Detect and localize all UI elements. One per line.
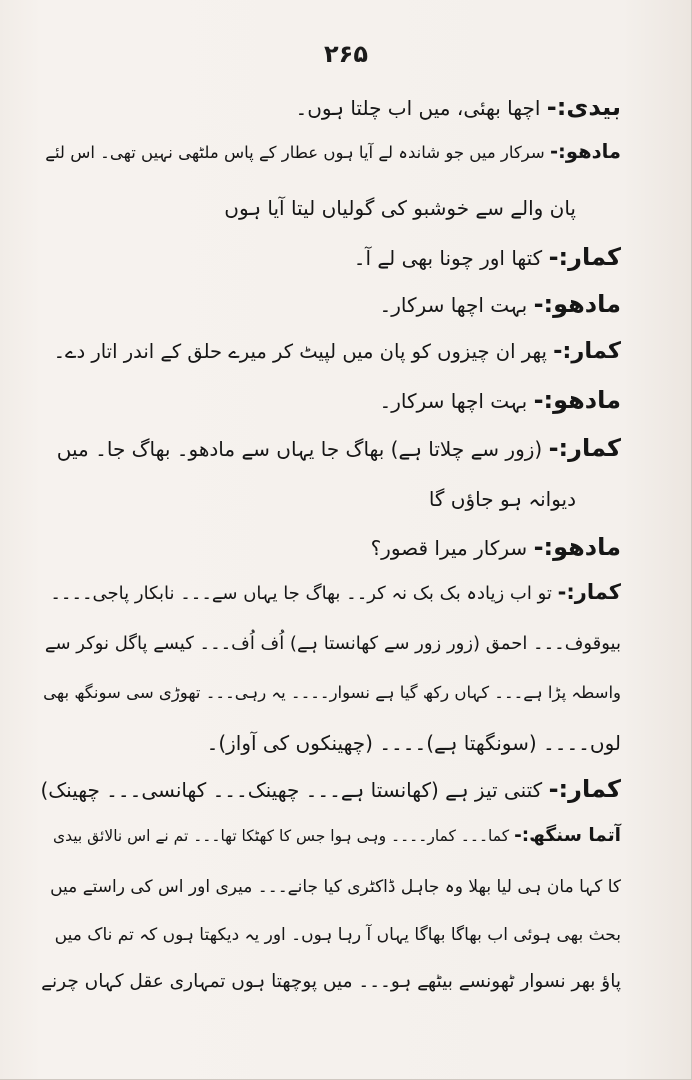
speaker-name: کمار:- [548,243,621,271]
line-text: سرکار میں جو شاندہ لے آیا ہوں عطار کے پاس ملٹھی نہیں تھی۔ اس لئے [45,143,545,162]
speaker-name: مادھو:- [533,533,621,561]
line-text: تو اب زیادہ بک بک نہ کر۔۔ بھاگ جا یہاں سے۔۔۔ نابکار پاجی۔۔۔۔ [50,583,552,604]
speaker-name: کمار:- [553,338,621,364]
text-line-15 [40,775,621,804]
line-text: بحث بھی ہوئی اب بھاگا بھاگا یہاں آ رہا ہوں۔ اور یہ دیکھتا ہوں کہ تم ناک میں [54,925,621,945]
text-line-8 [57,434,621,463]
line-text: کتھا اور چونا بھی لے آ۔ [353,246,543,270]
text-line-19 [41,968,621,994]
speaker-name: مادھو:- [533,290,621,318]
text-line-6 [54,338,621,365]
line-text: کما۔۔۔ کمار۔۔۔۔ وہی ہوا جس کا کھٹکا تھا۔۔۔ تم نے اس نالائق بیدی [52,827,510,845]
line-text: کتنی تیز ہے (کھانستا ہے۔۔۔ چھینک۔۔۔ کھانسی۔۔۔ چھینک) [40,778,543,802]
text-line-5 [380,290,621,319]
speaker-name: مادھو:- [533,386,621,414]
line-text: لوں۔۔۔۔ (سونگھتا ہے)۔۔۔۔ (چھینکوں کی آواز)۔ [206,731,621,755]
line-text: کا کہا مان ہی لیا بھلا وہ جاہل ڈاکٹری کیا جانے۔۔۔ میری اور اس کی راستے میں [50,877,621,897]
speaker-name: کمار:- [548,775,621,803]
text-line-18 [55,921,621,945]
text-line-3 [224,193,576,222]
line-text: اچھا بھئی، میں اب چلتا ہوں۔ [295,96,541,120]
text-line-9 [429,484,576,513]
speaker-name: بیدی:- [546,93,621,121]
text-line-17 [50,873,621,897]
line-text: واسطہ پڑا ہے۔۔۔ کہاں رکھ گیا ہے نسوار۔۔۔۔ یہ رہی۔۔۔ تھوڑی سی سونگھ بھی [43,683,621,702]
line-text: بیوقوف۔۔۔ احمق (زور زور سے کھانستا ہے) اُف اُف۔۔۔ کیسے پاگل نوکر سے [44,633,621,654]
text-line-7 [380,386,621,415]
line-text: پاؤ بھر نسوار ٹھونسے بیٹھے ہو۔۔۔ میں پوچھتا ہوں تمہاری عقل کہاں چرنے [41,971,621,992]
line-text: بہت اچھا سرکار۔ [379,293,528,317]
line-text: سرکار میرا قصور؟ [370,536,528,560]
page-number: ۲۶۵ [324,40,368,68]
line-text: بہت اچھا سرکار۔ [379,389,528,413]
line-text: پھر ان چیزوں کو پان میں لپیٹ کر میرے حلق کے اندر اتار دے۔ [53,340,547,363]
text-line-16 [53,825,621,847]
text-line-12 [45,630,621,655]
line-text: دیوانہ ہو جاؤں گا [428,487,576,511]
line-text: (زور سے چلاتا ہے) بھاگ جا یہاں سے مادھو۔ بھاگ جا۔ میں [56,437,543,461]
speaker-name: آتما سنگھ:- [514,825,621,846]
text-line-10 [371,533,621,562]
speaker-name: کمار:- [557,580,621,604]
text-line-11 [50,580,621,605]
text-line-2 [45,140,621,163]
text-line-14 [207,728,621,757]
speaker-name: کمار:- [548,434,621,462]
text-line-1 [296,93,622,122]
line-text: پان والے سے خوشبو کی گولیاں لیتا آیا ہوں [224,196,576,220]
speaker-name: مادھو:- [549,140,621,163]
text-line-4 [354,243,621,272]
text-line-13 [43,680,621,703]
